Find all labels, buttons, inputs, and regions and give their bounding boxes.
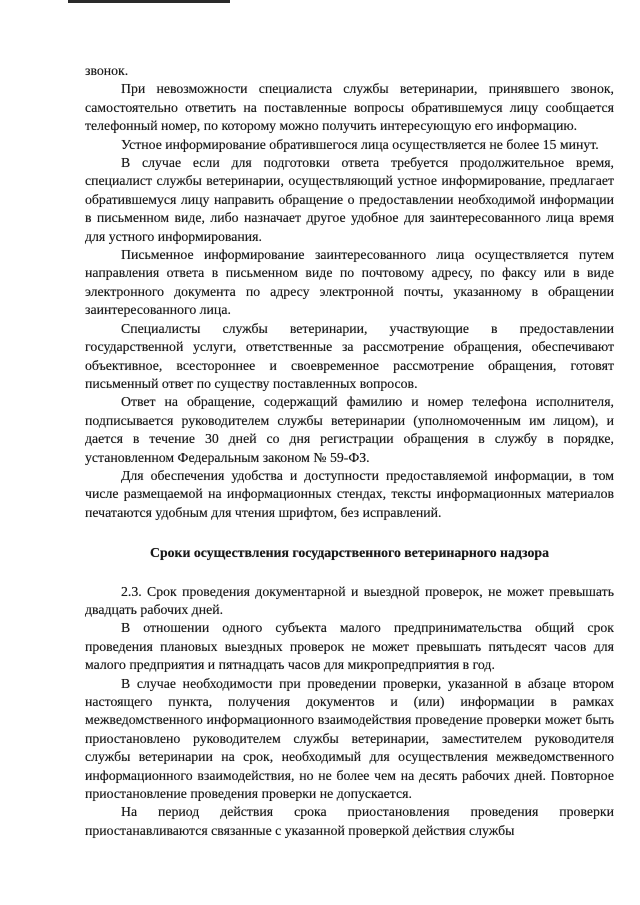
paragraph: В случае необходимости при проведении проверки, указанной в абзаце втором настоящего пункта, получения документов и (или) информации в рамках межведомственного информационного взаимодействия проведение проверки может быть приостановлено руководителем службы ветеринарии, заместителем руководителя службы ветеринарии на срок, необходимый для осуществления межведомственного информационного взаимодействия, но не более чем на десять рабочих дней. Повторное приостановление проведения проверки не допускается. xyxy=(85,675,614,802)
paragraph: Письменное информирование заинтересованного лица осуществляется путем направления ответа в письменном виде по почтовому адресу, по факсу или в виде электронного документа по адресу электронной почты, указанному в обращении заинтересованного лица. xyxy=(85,247,614,318)
scan-edge-mark xyxy=(68,0,230,3)
paragraph: В отношении одного субъекта малого предпринимательства общий срок проведения плановых выездных проверок не может превышать пятьдесят часов для малого предприятия и пятнадцать часов для микропредприятия в год. xyxy=(85,620,614,673)
document-page xyxy=(85,62,614,840)
paragraph: Устное информирование обратившегося лица осуществляется не более 15 минут. xyxy=(121,136,599,152)
paragraph: Для обеспечения удобства и доступности предоставляемой информации, в том числе размещаемой на информационных стендах, тексты информационных материалов печатаются удобным для чтения шрифтом, без исправлений. xyxy=(85,467,614,520)
paragraph-continuation: звонок. xyxy=(85,63,129,78)
section-heading: Сроки осуществления государственного ветеринарного надзора xyxy=(150,545,549,561)
paragraph: В случае если для подготовки ответа требуется продолжительное время, специалист службы ветеринарии, осуществляющий устное информирование, предлагает обратившемуся лицу направить обращение о предоставлении необходимой информации в письменном виде, либо назначает другое удобное для заинтересованного лица время для устного информирования. xyxy=(85,155,614,244)
paragraph: На период действия срока приостановления проведения проверки приостанавливаются связанные с указанной проверкой действия службы xyxy=(85,804,614,838)
paragraph: 2.3. Срок проведения документарной и выездной проверок, не может превышать двадцать рабочих дней. xyxy=(85,583,614,617)
paragraph: Ответ на обращение, содержащий фамилию и номер телефона исполнителя, подписывается руководителем службы ветеринарии (уполномоченным им лицом), и дается в течение 30 дней со дня регистрации обращения в службу в порядке, установленном Федеральным законом № 59-ФЗ. xyxy=(85,394,614,465)
paragraph: Специалисты службы ветеринарии, участвующие в предоставлении государственной услуги, ответственные за рассмотрение обращения, обеспечивают объективное, всестороннее и своевременное рассмотрение обращения, готовят письменный ответ по существу поставленных вопросов. xyxy=(85,320,614,391)
paragraph: При невозможности специалиста службы ветеринарии, принявшего звонок, самостоятельно ответить на поставленные вопросы обратившемуся лицу сообщается телефонный номер, по которому можно получить интересующую его информацию. xyxy=(85,81,614,134)
